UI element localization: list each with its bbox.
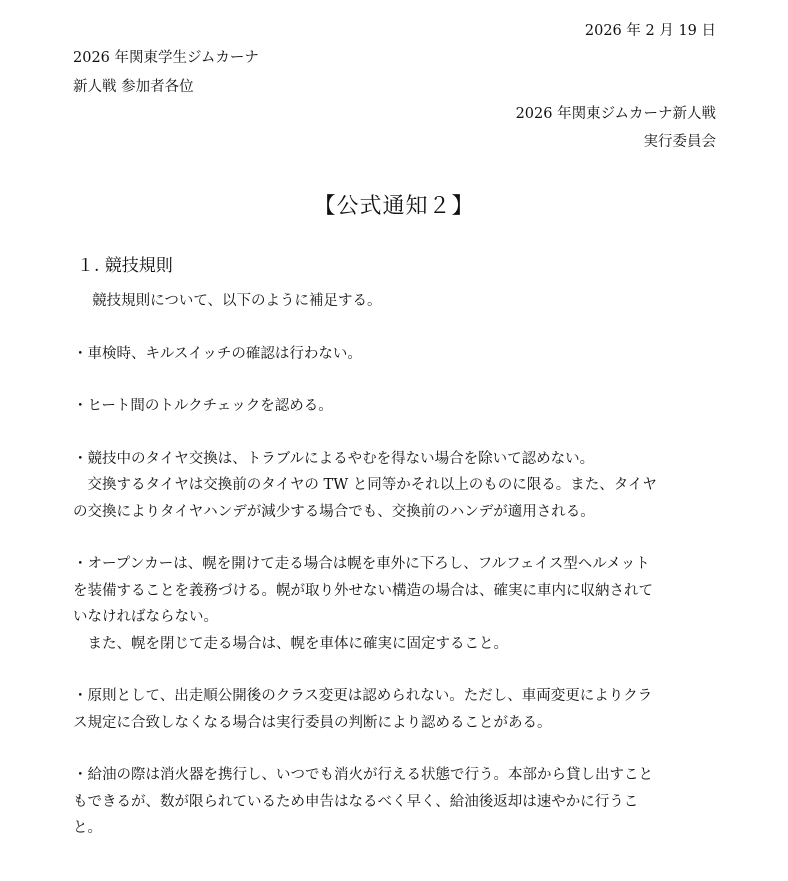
rule-item-line: また、幌を閉じて走る場合は、幌を車体に確実に固定すること。: [73, 635, 508, 652]
rule-item-line: もできるが、数が限られているため申告はなるべく早く、給油後返却は速やかに行うこ: [73, 793, 639, 810]
rule-item-line: ・給油の際は消火器を携行し、いつでも消火が行える状態で行う。本部から貸し出すこと: [73, 767, 653, 783]
document-body: [73, 288, 721, 842]
rule-item-line: の交換によりタイヤハンデが減少する場合でも、交換前のハンデが適用される。: [73, 503, 595, 520]
section-heading: １. 競技規則: [77, 256, 173, 276]
rule-item-line: ス規定に合致しなくなる場合は実行委員の判断により認めることがある。: [73, 714, 552, 731]
recipient-line-1: 2026 年関東学生ジムカーナ: [73, 50, 259, 66]
rule-item-line: ・オープンカーは、幌を開けて走る場合は幌を車外に下ろし、フルフェイス型ヘルメット: [73, 556, 650, 572]
rule-item-line: ・競技中のタイヤ交換は、トラブルによるやむを得ない場合を除いて認めない。: [73, 450, 595, 467]
rule-item-line: を装備することを義務づける。幌が取り外せない構造の場合は、確実に車内に収納されて: [73, 582, 653, 599]
document-title: 【公式通知２】: [313, 194, 475, 219]
rule-item-line: いなければならない。: [73, 609, 218, 625]
recipient-line-2: 新人戦 参加者各位: [73, 79, 194, 95]
rule-item-line: と。: [73, 820, 102, 836]
document-date: 2026 年 2 月 19 日: [584, 23, 716, 39]
sender-line-2: 実行委員会: [643, 134, 716, 150]
rule-item: ・ヒート間のトルクチェックを認める。: [73, 398, 333, 414]
rule-item: ・車検時、キルスイッチの確認は行わない。: [73, 345, 362, 362]
rule-item-line: 交換するタイヤは交換前のタイヤの TW と同等かそれ以上のものに限る。また、タイヤ: [73, 477, 657, 493]
intro-paragraph: 競技規則について、以下のように補足する。: [73, 293, 382, 309]
sender-line-1: 2026 年関東ジムカーナ新人戦: [515, 106, 716, 122]
rule-item-line: ・原則として、出走順公開後のクラス変更は認められない。ただし、車両変更によりクラ: [73, 688, 653, 704]
